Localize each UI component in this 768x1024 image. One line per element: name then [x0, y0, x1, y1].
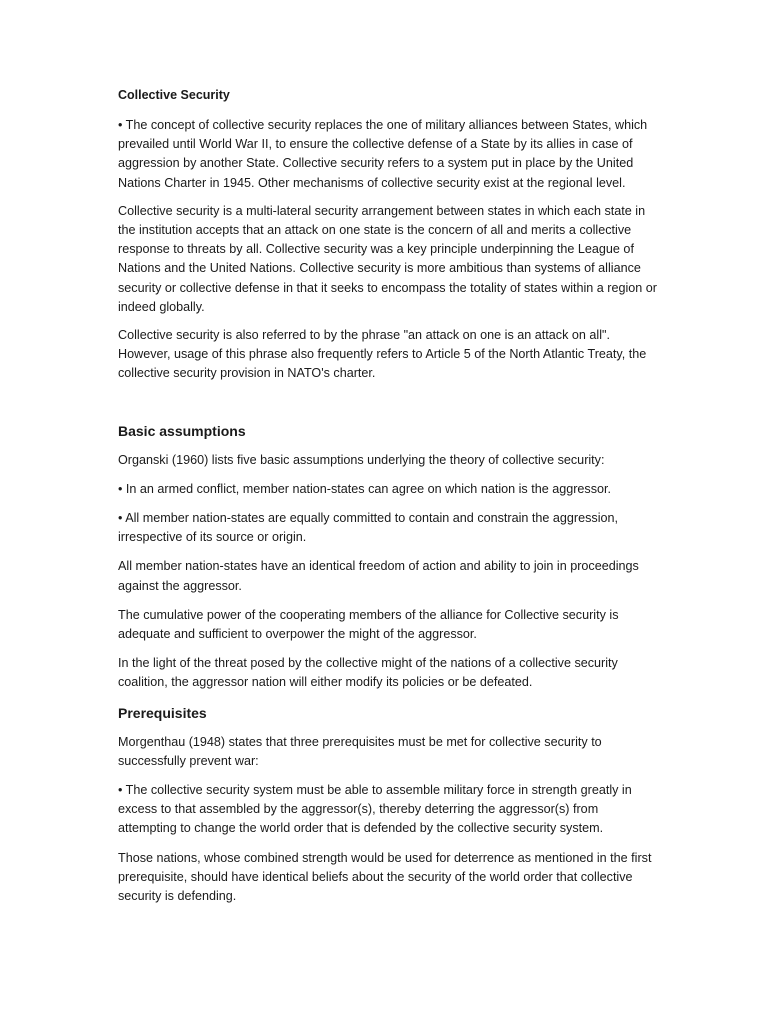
- assumptions-paragraph-2: • In an armed conflict, member nation-states can agree on which nation is the aggressor.: [118, 481, 612, 496]
- assumptions-paragraph-4: All member nation-states have an identical freedom of action and ability to join in proceedings against the aggressor.: [118, 559, 639, 593]
- prerequisites-paragraph-1: Morgenthau (1948) states that three prerequisites must be met for collective security to successfully prevent war:: [118, 734, 602, 768]
- assumptions-paragraph-6: In the light of the threat posed by the collective might of the nations of a collective security coalition, the aggressor nation will either modify its policies or be defeated.: [118, 656, 618, 690]
- assumptions-paragraph-1: Organski (1960) lists five basic assumptions underlying the theory of collective security:: [118, 452, 605, 467]
- assumptions-paragraph-5: The cumulative power of the cooperating members of the alliance for Collective security is adequate and sufficient to overpower the might of the aggressor.: [118, 607, 619, 642]
- section-heading-prerequisites: Prerequisites: [118, 704, 207, 721]
- assumptions-paragraph-3: • All member nation-states are equally committed to contain and constrain the aggression, irrespective of its source or origin.: [118, 511, 619, 545]
- intro-paragraph-1: • The concept of collective security replaces the one of military alliances between States, which prevailed until World War II, to ensure the collective defense of a State by its allies in case of aggression by another State. Collective security refers to a system put in place by the United Nations Charter in 1945. Other mechanisms of collective security exist at the regional level.: [118, 118, 648, 190]
- document-title: Collective Security: [118, 88, 230, 102]
- section-heading-basic-assumptions: Basic assumptions: [118, 422, 246, 439]
- intro-paragraph-2: Collective security is a multi-lateral security arrangement between states in which each state in the institution accepts that an attack on one state is the concern of all and merits a collective response to threats by all. Collective security was a key principle underpinning the League of Nations and the United Nations. Collective security is more ambitious than systems of alliance security or collective defense in that it seeks to encompass the totality of states within a region or indeed globally.: [118, 203, 658, 314]
- document-page: [118, 86, 658, 906]
- intro-paragraph-3: Collective security is also referred to by the phrase "an attack on one is an attack on all". However, usage of this phrase also frequently refers to Article 5 of the North Atlantic Treaty, the collective security provision in NATO's charter.: [118, 328, 647, 381]
- prerequisites-paragraph-3: Those nations, whose combined strength would be used for deterrence as mentioned in the first prerequisite, should have identical beliefs about the security of the world order that collective security is defending.: [118, 850, 652, 904]
- prerequisites-paragraph-2: • The collective security system must be able to assemble military force in strength greatly in excess to that assembled by the aggressor(s), thereby deterring the aggressor(s) from attempting to change the world order that is defended by the collective security system.: [118, 783, 632, 836]
